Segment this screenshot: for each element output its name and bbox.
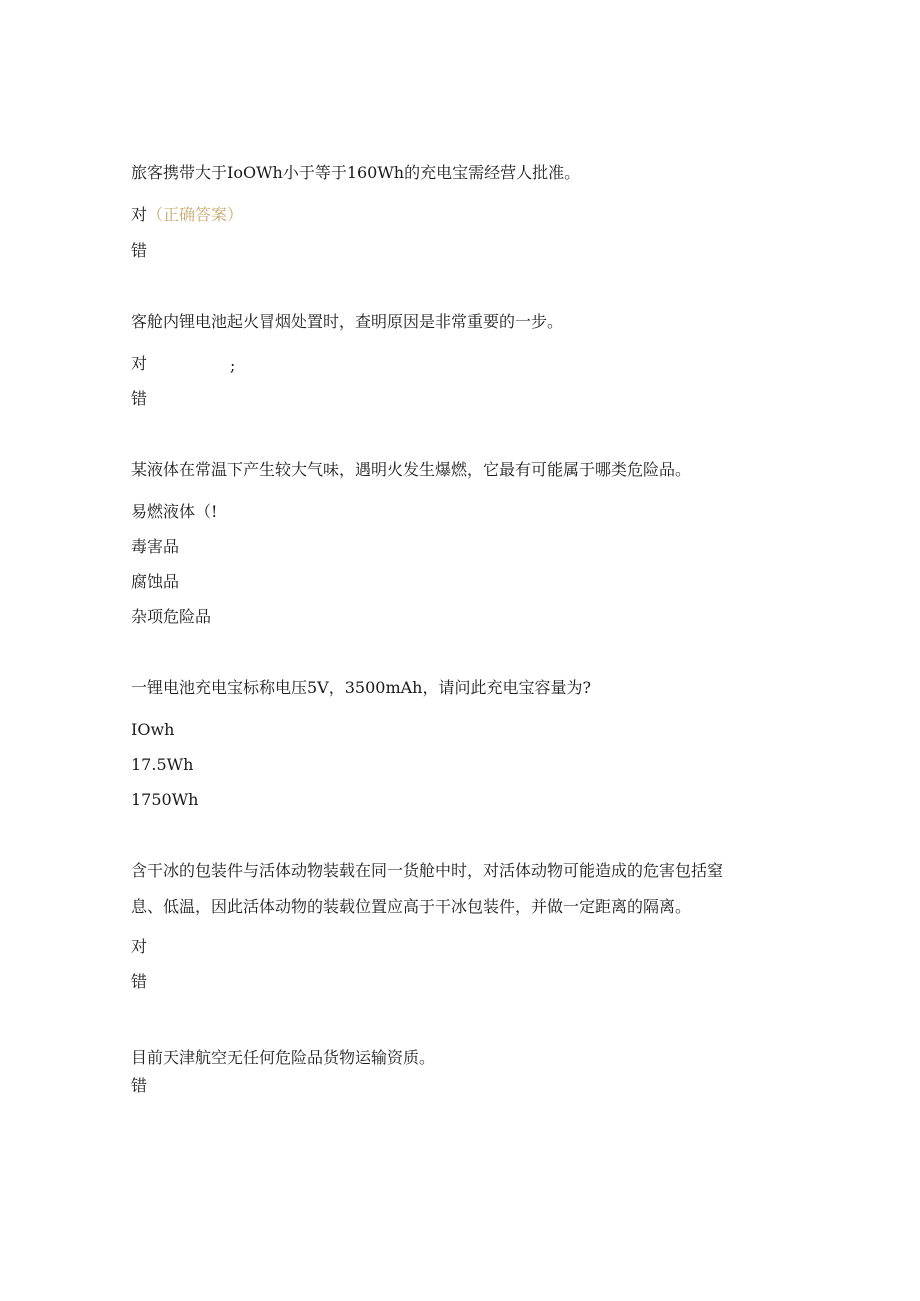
question-3-option-4[interactable]: 杂项危险品 (131, 607, 212, 626)
question-3-text: 某液体在常温下产生较大气味，遇明火发生爆燃，它最有可能属于哪类危险品。 (131, 460, 692, 479)
question-6-option-1[interactable]: 错 (131, 1076, 148, 1095)
question-2-text: 客舱内锂电池起火冒烟处置时，查明原因是非常重要的一步。 (131, 312, 564, 331)
question-1-option-1[interactable] (131, 205, 243, 225)
question-1-text: 旅客携带大于IoOWh小于等于160Wh的充电宝需经营人批准。 (131, 163, 581, 182)
stray-mark: ; (230, 356, 236, 375)
option-label: 对 (131, 205, 148, 224)
question-5-text-line-1: 含干冰的包装件与活体动物装载在同一货舱中时，对活体动物可能造成的危害包括窒 (131, 861, 724, 880)
question-4-option-3[interactable]: 1750Wh (131, 790, 199, 809)
question-3-option-3[interactable]: 腐蚀品 (131, 572, 180, 591)
question-4-option-1[interactable]: IOwh (131, 720, 175, 739)
question-3-option-1[interactable]: 易燃液体（! (131, 502, 218, 521)
question-5-option-1[interactable]: 对 (131, 937, 148, 956)
question-2-option-1[interactable]: 对 (131, 354, 148, 373)
correct-answer-hint: （正确答案） (147, 205, 244, 224)
question-2-option-2[interactable]: 错 (131, 389, 148, 408)
question-5-option-2[interactable]: 错 (131, 972, 148, 991)
question-6-text: 目前天津航空无任何危险品货物运输资质。 (131, 1048, 436, 1067)
question-5-text-line-2: 息、低温，因此活体动物的装载位置应高于干冰包装件，并做一定距离的隔离。 (131, 897, 692, 916)
question-1-option-2[interactable]: 错 (131, 241, 148, 260)
question-3-option-2[interactable]: 毒害品 (131, 537, 180, 556)
question-4-option-2[interactable]: 17.5Wh (131, 755, 194, 774)
question-4-text: 一锂电池充电宝标称电压5V，3500mAh，请问此充电宝容量为? (131, 678, 592, 697)
